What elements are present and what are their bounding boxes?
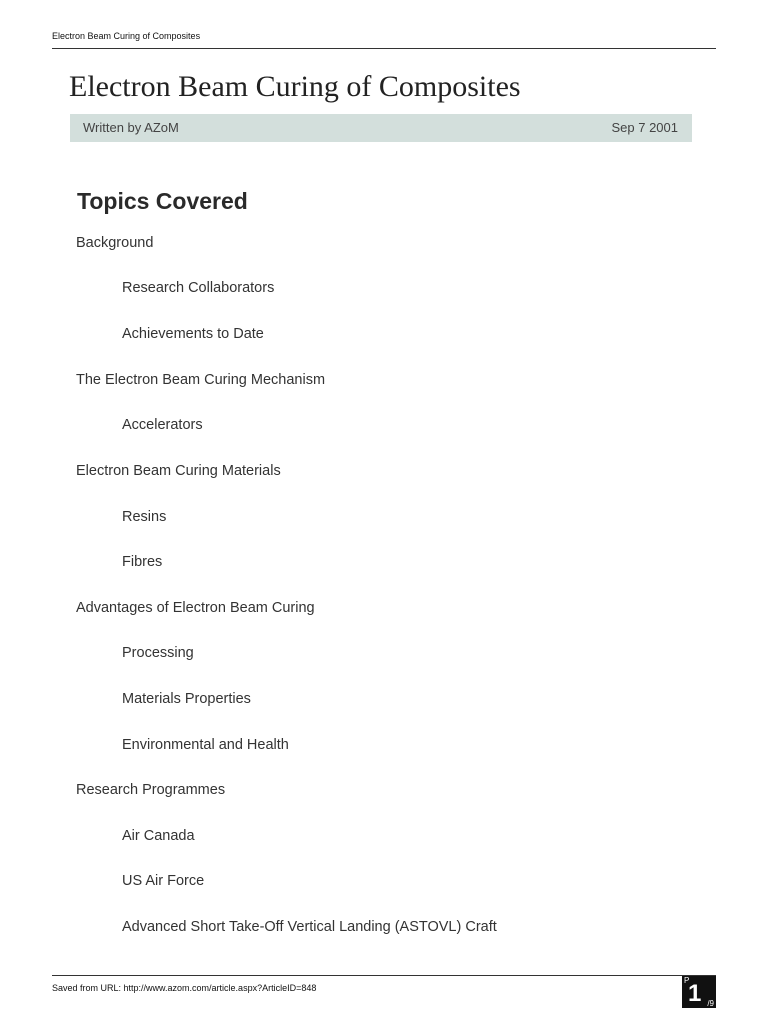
subtopic-item[interactable]: Air Canada (122, 828, 195, 844)
subtopic-item[interactable]: US Air Force (122, 873, 205, 889)
article-meta-bar (70, 114, 692, 142)
article-date: Sep 7 2001 (611, 120, 678, 135)
topic-item[interactable]: Advantages of Electron Beam Curing (76, 600, 315, 616)
subtopic-item[interactable]: Environmental and Health (122, 737, 289, 753)
subtopic-item[interactable]: Resins (122, 509, 167, 525)
topic-item[interactable]: Electron Beam Curing Materials (76, 463, 281, 479)
page-number: 1 (688, 980, 702, 1007)
page-total: /9 (707, 999, 714, 1008)
article-author: Written by AZoM (83, 120, 179, 135)
footer-divider (52, 975, 716, 976)
running-header-title: Electron Beam Curing of Composites (52, 31, 201, 41)
subtopic-item[interactable]: Materials Properties (122, 691, 251, 707)
page-number-badge (682, 976, 716, 1008)
subtopic-item[interactable]: Advanced Short Take-Off Vertical Landing (ASTOVL) Craft (122, 919, 497, 935)
saved-from-url: Saved from URL: http://www.azom.com/article.aspx?ArticleID=848 (52, 983, 317, 993)
topic-item[interactable]: Background (76, 235, 154, 251)
subtopic-item[interactable]: Achievements to Date (122, 326, 264, 342)
subtopic-item[interactable]: Research Collaborators (122, 280, 275, 296)
subtopic-item[interactable]: Processing (122, 645, 194, 661)
topic-item[interactable]: The Electron Beam Curing Mechanism (76, 372, 326, 388)
topic-item[interactable]: Research Programmes (76, 782, 226, 798)
subtopic-item[interactable]: Accelerators (122, 417, 203, 433)
subtopic-item[interactable]: Fibres (122, 554, 163, 570)
topics-heading: Topics Covered (77, 188, 248, 214)
article-title: Electron Beam Curing of Composites (69, 70, 521, 103)
header-divider (52, 48, 716, 49)
page-label: P (684, 976, 690, 985)
